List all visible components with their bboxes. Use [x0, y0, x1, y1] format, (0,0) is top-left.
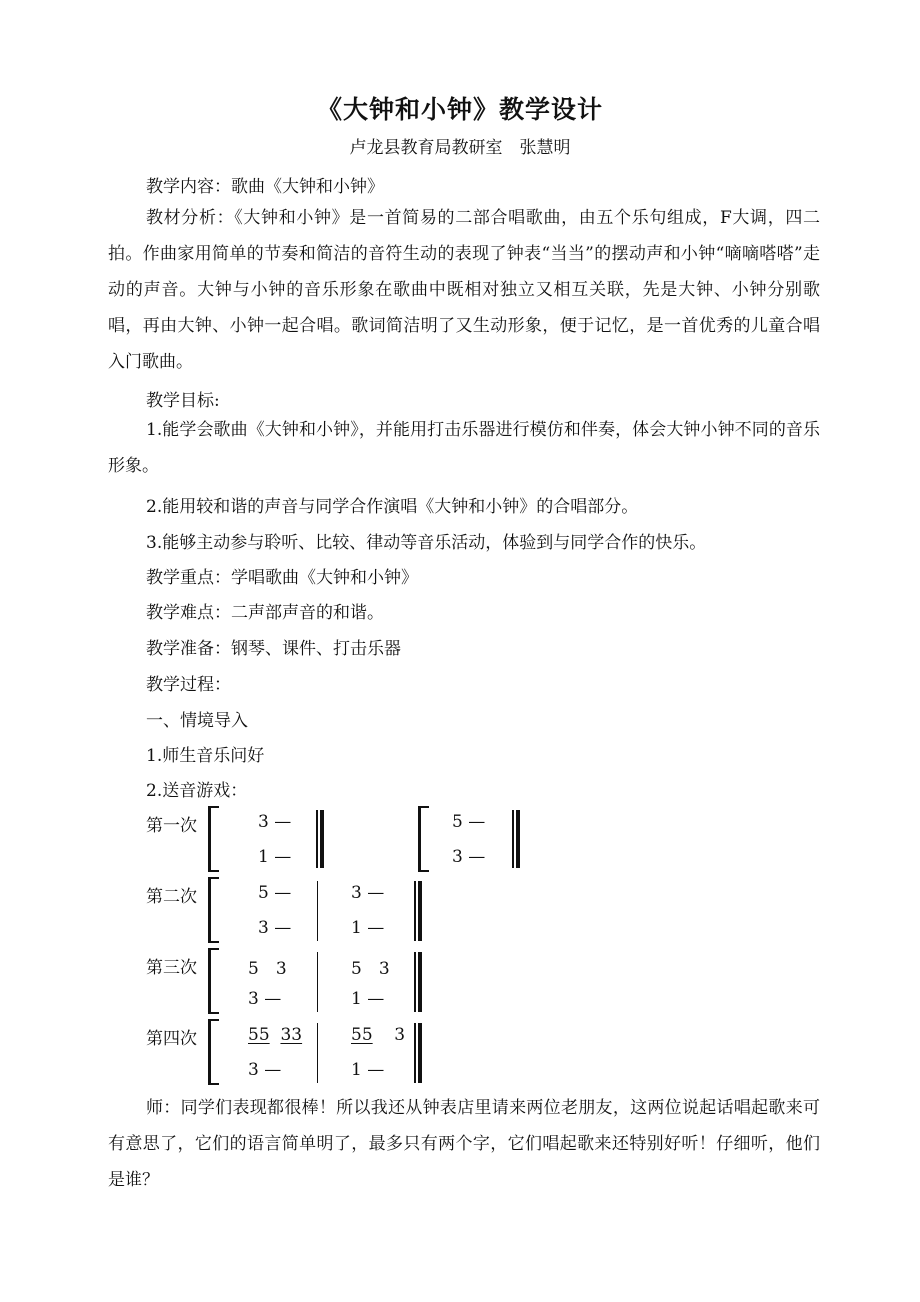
note-bottom: 1 —	[258, 847, 292, 867]
teaching-content-value: 歌曲《大钟和小钟》	[231, 177, 384, 197]
note-group: 55	[351, 1025, 373, 1045]
note-bottom: 3 —	[258, 918, 292, 938]
round-label: 第四次	[146, 1029, 197, 1049]
end-barline-icon	[414, 952, 422, 1012]
goals-heading: 教学目标:	[146, 391, 220, 411]
round-label: 第三次	[146, 958, 197, 978]
note-bottom: 1 —	[351, 989, 385, 1009]
note-top	[351, 1025, 405, 1045]
note-bottom: 1 —	[351, 918, 385, 938]
step-1: 1.师生音乐问好	[146, 746, 265, 766]
brace-icon	[208, 877, 221, 943]
barline-icon	[317, 881, 318, 941]
note-top: 3 —	[351, 883, 385, 903]
note-bottom: 3 —	[248, 1060, 282, 1080]
goal-3: 3.能够主动参与聆听、比较、律动等音乐活动，体验到与同学合作的快乐。	[146, 533, 707, 553]
preparation: 教学准备：钢琴、课件、打击乐器	[146, 639, 401, 659]
note-bottom: 3 —	[452, 847, 486, 867]
author-line: 卢龙县教育局教研室 张慧明	[349, 138, 571, 158]
material-analysis: 教材分析：《大钟和小钟》是一首简易的二部合唱歌曲，由五个乐句组成，F大调，四二拍。作曲家用简单的节奏和简洁的音符生动的表现了钟表“当当”的摆动声和小钟“嘀嘀嗒嗒”走动的声音。大钟与小钟的音乐形象在歌曲中既相对独立又相互关联，先是大钟、小钟分别歌唱，再由大钟、小钟一起合唱。歌词简洁明了又生动形象，便于记忆，是一首优秀的儿童合唱入门歌曲。	[108, 208, 820, 372]
brace-icon	[208, 948, 221, 1014]
note-group: 33	[280, 1025, 303, 1045]
difficulty: 教学难点：二声部声音的和谐。	[146, 603, 384, 623]
end-barline-icon	[414, 1023, 422, 1083]
key-point: 教学重点：学唱歌曲《大钟和小钟》	[146, 568, 418, 588]
barline-icon	[317, 952, 318, 1012]
note-top: 5 3	[351, 959, 390, 979]
note-top	[248, 1025, 302, 1045]
note-top: 5 3	[248, 959, 287, 979]
document-title: 《大钟和小钟》教学设计	[316, 95, 603, 124]
barline-icon	[317, 1023, 318, 1083]
section-1-heading: 一、情境导入	[146, 711, 248, 731]
brace-icon	[208, 806, 221, 872]
step-2: 2.送音游戏：	[146, 781, 248, 801]
brace-icon	[208, 1019, 221, 1085]
note-group: 55	[248, 1025, 270, 1045]
note-top: 3 —	[258, 812, 292, 832]
end-barline-icon	[316, 810, 324, 868]
teacher-dialogue: 师：同学们表现都很棒！所以我还从钟表店里请来两位老朋友，这两位说起话唱起歌来可有意思了，它们的语言简单明了，最多只有两个字，它们唱起歌来还特别好听！仔细听，他们是谁？	[108, 1098, 820, 1190]
note-bottom: 3 —	[248, 989, 282, 1009]
end-barline-icon	[512, 810, 520, 868]
note-bottom: 1 —	[351, 1060, 385, 1080]
end-barline-icon	[414, 881, 422, 941]
process-heading: 教学过程：	[146, 675, 231, 695]
brace-icon	[418, 806, 431, 872]
teaching-content-label: 教学内容：	[146, 177, 231, 197]
teaching-content	[146, 172, 858, 197]
goal-1: 1.能学会歌曲《大钟和小钟》，并能用打击乐器进行模仿和伴奏，体会大钟小钟不同的音乐形象。	[108, 420, 820, 476]
note-top: 5 —	[258, 883, 292, 903]
round-label: 第二次	[146, 887, 197, 907]
goal-2: 2.能用较和谐的声音与同学合作演唱《大钟和小钟》的合唱部分。	[146, 497, 639, 517]
round-label: 第一次	[146, 816, 197, 836]
note-top: 5 —	[452, 812, 486, 832]
note-group: 3	[394, 1025, 406, 1045]
